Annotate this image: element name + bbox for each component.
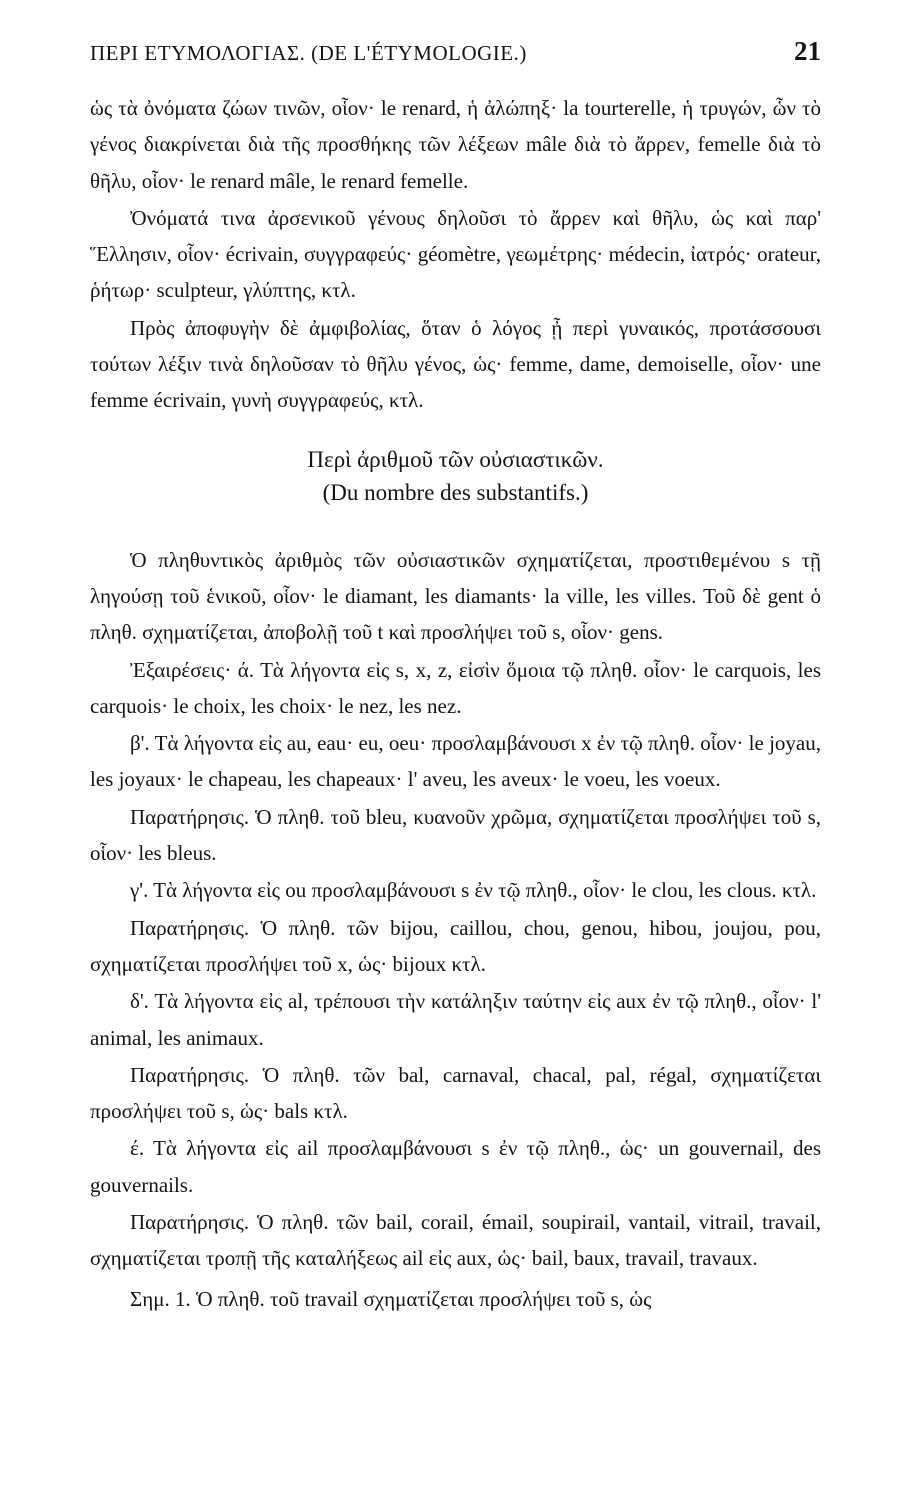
page-number: 21 (794, 36, 821, 66)
paragraph: Ὁ πληθυντικὸς ἀριθμὸς τῶν οὐσιαστικῶν σχηματίζεται, προστιθεμένου s τῇ ληγούσῃ τοῦ ἑνικοῦ, οἷον· le diamant, les diamants· la ville, les villes. Τοῦ δὲ gent ὁ πληθ. σχηματίζεται, ἀποβολῇ τοῦ t καὶ προσλήψει τοῦ s, οἷον· gens. (90, 547, 821, 645)
section-heading-greek: Περὶ ἀριθμοῦ τῶν οὐσιαστικῶν. (307, 446, 604, 472)
page-body (90, 90, 821, 1317)
section-heading-french: (Du nombre des substantifs.) (322, 479, 589, 505)
paragraph: Ὀνόματά τινα ἀρσενικοῦ γένους δηλοῦσι τὸ ἄρρεν καὶ θῆλυ, ὡς καὶ παρ' Ἕλλησιν, οἷον· écrivain, συγγραφεύς· géomètre, γεωμέτρης· médecin, ἰατρός· orateur, ῥήτωρ· sculpteur, γλύπτης, κτλ. (90, 205, 821, 303)
paragraph: Παρατήρησις. Ὁ πληθ. τοῦ bleu, κυανοῦν χρῶμα, σχηματίζεται προσλήψει τοῦ s, οἷον· les bleus. (90, 804, 821, 866)
running-head: ΠΕΡΙ ΕΤΥΜΟΛΟΓΙΑΣ. (DE L'ÉTYMOLOGIE.) (90, 41, 527, 65)
paragraph: έ. Τὰ λήγοντα εἰς ail προσλαμβάνουσι s ἐν τῷ πληθ., ὡς· un gouvernail, des gouvernails. (90, 1136, 821, 1197)
paragraph: Παρατήρησις. Ὁ πληθ. τῶν bijou, caillou, chou, genou, hibou, joujou, pou, σχηματίζεται προσλήψει τοῦ x, ὡς· bijoux κτλ. (90, 915, 821, 976)
paragraph: γ'. Τὰ λήγοντα εἰς ou προσλαμβάνουσι s ἐν τῷ πληθ., οἷον· le clou, les clous. κτλ. (130, 878, 817, 903)
paragraph: ὡς τὰ ὀνόματα ζώων τινῶν, οἷον· le renard, ἡ ἀλώπηξ· la tourterelle, ἡ τρυγών, ὧν τὸ γένος διακρίνεται διὰ τῆς προσθήκης τῶν λέξεων mâle διὰ τὸ ἄρρεν, femelle διὰ τὸ θῆλυ, οἷον· le renard mâle, le renard femelle. (90, 96, 821, 193)
paragraph: Παρατήρησις. Ὁ πληθ. τῶν bal, carnaval, chacal, pal, régal, σχηματίζεται προσλήψει τοῦ s, ὡς· bals κτλ. (90, 1062, 821, 1124)
paragraph: δ'. Τὰ λήγοντα εἰς al, τρέπουσι τὴν κατάληξιν ταύτην εἰς aux ἐν τῷ πληθ., οἷον· l' animal, les animaux. (90, 989, 821, 1050)
paragraph: Ἐξαιρέσεις· ά. Τὰ λήγοντα εἰς s, x, z, εἰσὶν ὅμοια τῷ πληθ. οἷον· le carquois, les carquois· le choix, les choix· le nez, les nez. (90, 657, 821, 718)
paragraph: Παρατήρησις. Ὁ πληθ. τῶν bail, corail, émail, soupirail, vantail, vitrail, travail, σχηματίζεται τροπῇ τῆς καταλήξεως ail εἰς aux, ὡς· bail, baux, travail, travaux. (90, 1210, 821, 1271)
final-note: Σημ. 1. Ὁ πληθ. τοῦ travail σχηματίζεται προσλήψει τοῦ s, ὡς (130, 1286, 652, 1311)
page-header (90, 36, 821, 76)
paragraph: Πρὸς ἀποφυγὴν δὲ ἀμφιβολίας, ὅταν ὁ λόγος ᾖ περὶ γυναικός, προτάσσουσι τούτων λέξιν τινὰ δηλοῦσαν τὸ θῆλυ γένος, ὡς· femme, dame, demoiselle, οἷον· une femme écrivain, γυνὴ συγγραφεύς, κτλ. (90, 315, 821, 413)
paragraph: β'. Τὰ λήγοντα εἰς au, eau· eu, oeu· προσλαμβάνουσι x ἐν τῷ πληθ. οἷον· le joyau, les joyaux· le chapeau, les chapeaux· l' aveu, les aveux· le voeu, les voeux. (90, 731, 821, 792)
